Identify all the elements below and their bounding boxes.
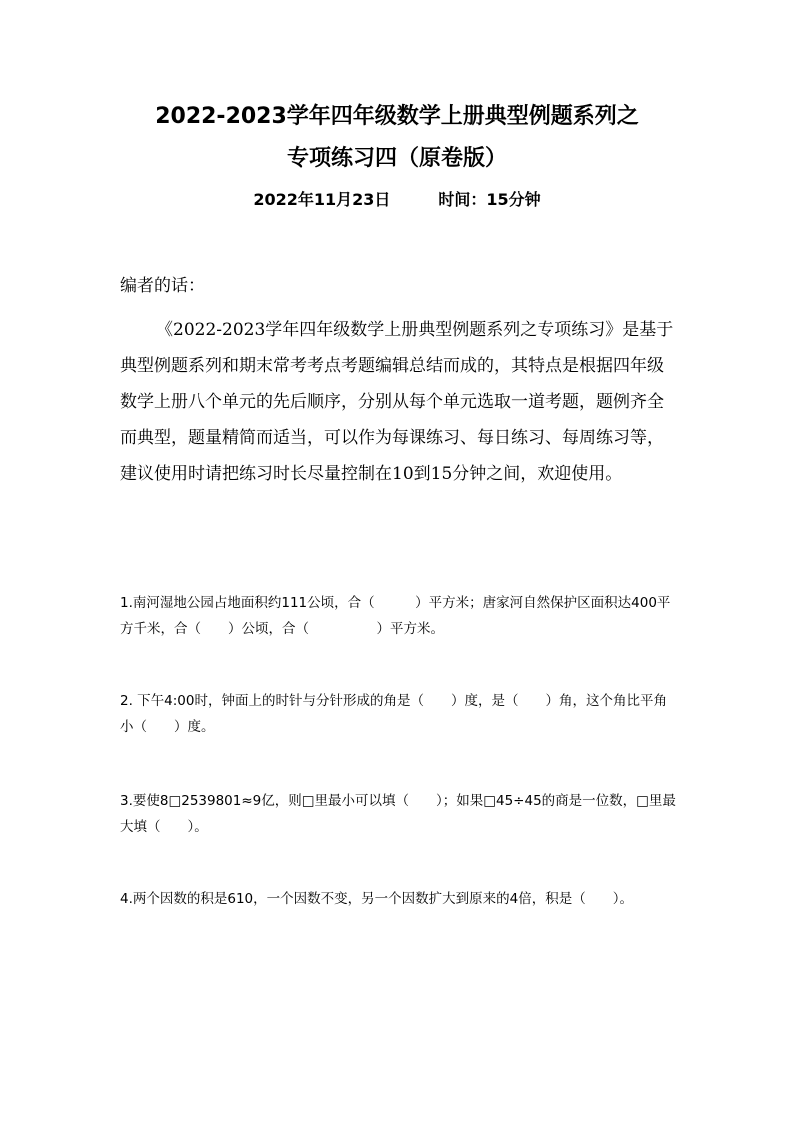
date-time-line (0, 188, 794, 212)
time-limit: 时间：15分钟 (438, 190, 541, 209)
document-date: 2022年11月23日 (253, 190, 391, 209)
question-2: 2. 下午4:00时，钟面上的时针与分针形成的角是（ ）度，是（ ）角，这个角比平角小（ ）度。 (120, 693, 667, 735)
editor-note-paragraph: 《2022-2023学年四年级数学上册典型例题系列之专项练习》是基于典型例题系列和期末常考考点考题编辑总结而成的，其特点是根据四年级数学上册八个单元的先后顺序，分别从每个单元选取一道考题，题例齐全而典型，题量精简而适当，可以作为每课练习、每日练习、每周练习等，建议使用时请把练习时长尽量控制在10到15分钟之间，欢迎使用。 (120, 320, 674, 484)
editor-note-body (120, 312, 680, 492)
question-1: 1.南河湿地公园占地面积约111公顷，合（ ）平方米；唐家河自然保护区面积达400平方千米，合（ ）公顷，合（ ）平方米。 (120, 595, 671, 637)
document-title-line-2: 专项练习四（原卷版） (286, 146, 507, 171)
editor-note-heading: 编者的话： (120, 276, 205, 296)
question-3: 3.要使8□2539801≈9亿，则□里最小可以填（ ）；如果□45÷45的商是一位数，□里最大填（ ）。 (120, 793, 676, 835)
question-4: 4.两个因数的积是610，一个因数不变，另一个因数扩大到原来的4倍，积是（ ）。 (120, 891, 633, 907)
document-title-line-1: 2022-2023学年四年级数学上册典型例题系列之 (155, 104, 639, 129)
